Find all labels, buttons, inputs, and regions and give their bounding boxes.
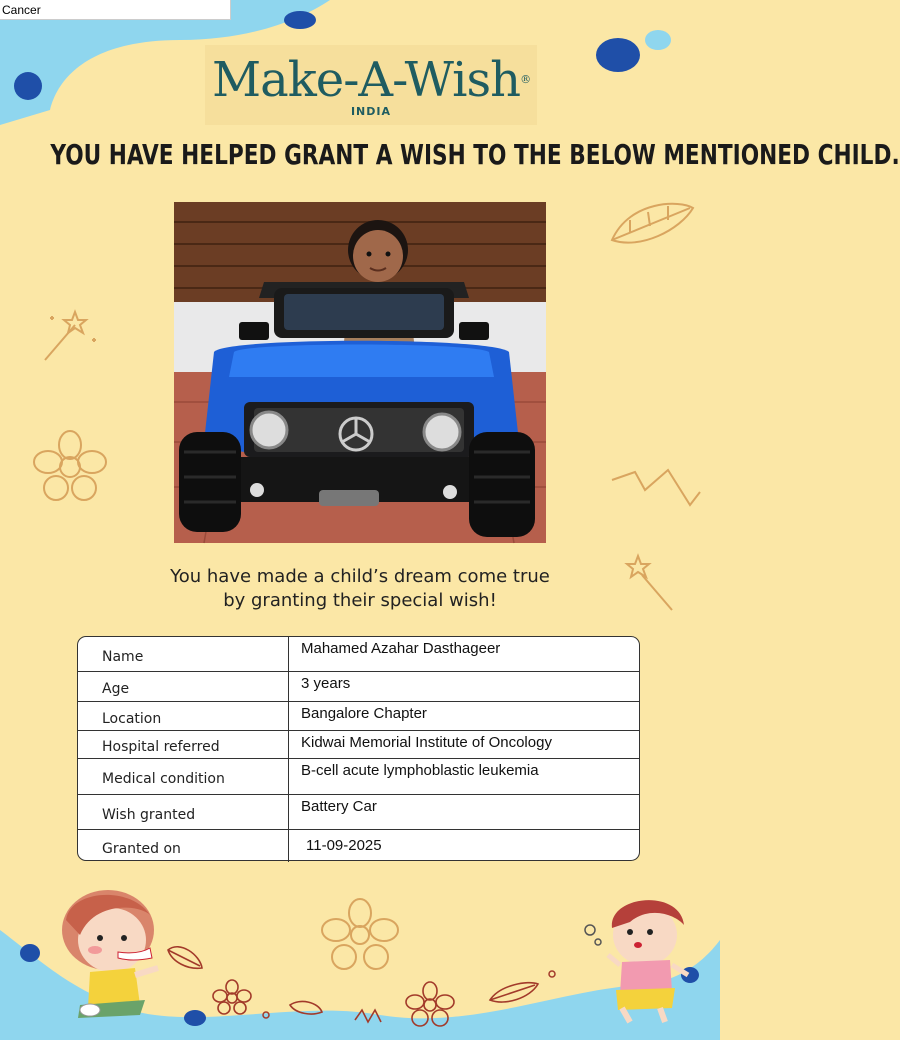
row-value: B-cell acute lymphoblastic leukemia bbox=[301, 762, 539, 779]
row-label: Name bbox=[78, 637, 289, 671]
table-row bbox=[78, 759, 639, 795]
page-headline: YOU HAVE HELPED GRANT A WISH TO THE BELOW MENTIONED CHILD. bbox=[50, 138, 900, 171]
logo-wordmark: Make-A-Wish® bbox=[211, 52, 531, 108]
table-row bbox=[78, 731, 639, 759]
sheet-tab-label[interactable]: Cancer bbox=[0, 0, 231, 20]
tagline-line-2: by granting their special wish! bbox=[223, 590, 497, 611]
row-value: Kidwai Memorial Institute of Oncology bbox=[301, 734, 552, 751]
flower-icon bbox=[322, 899, 398, 969]
leaf-icon bbox=[168, 947, 538, 1014]
row-value: Bangalore Chapter bbox=[301, 705, 427, 722]
child-photo bbox=[174, 202, 546, 543]
row-label: Age bbox=[78, 672, 289, 701]
row-label: Hospital referred bbox=[78, 731, 289, 758]
flower-icon bbox=[34, 431, 106, 500]
tagline-line-1: You have made a child’s dream come true bbox=[170, 566, 550, 587]
tagline bbox=[0, 565, 720, 613]
row-value: Mahamed Azahar Dasthageer bbox=[301, 640, 501, 657]
leaf-icon bbox=[612, 204, 693, 243]
table-row bbox=[78, 830, 639, 862]
logo-subtitle: INDIA bbox=[350, 105, 392, 118]
table-row bbox=[78, 795, 639, 830]
table-row bbox=[78, 637, 639, 672]
row-label: Location bbox=[78, 702, 289, 730]
table-row bbox=[78, 702, 639, 731]
table-row bbox=[78, 672, 639, 702]
flower-icon bbox=[213, 980, 251, 1014]
row-label: Granted on bbox=[78, 830, 289, 862]
row-label: Medical condition bbox=[78, 759, 289, 794]
make-a-wish-logo bbox=[205, 45, 537, 125]
row-label: Wish granted bbox=[78, 795, 289, 829]
row-value: 11-09-2025 bbox=[306, 837, 382, 854]
zigzag-icon bbox=[612, 470, 700, 505]
magic-wand-icon bbox=[45, 312, 96, 360]
row-value: 3 years bbox=[301, 675, 351, 692]
top-right-blobs-icon bbox=[596, 30, 671, 72]
row-value: Battery Car bbox=[301, 798, 377, 815]
wish-details-table bbox=[77, 636, 640, 861]
